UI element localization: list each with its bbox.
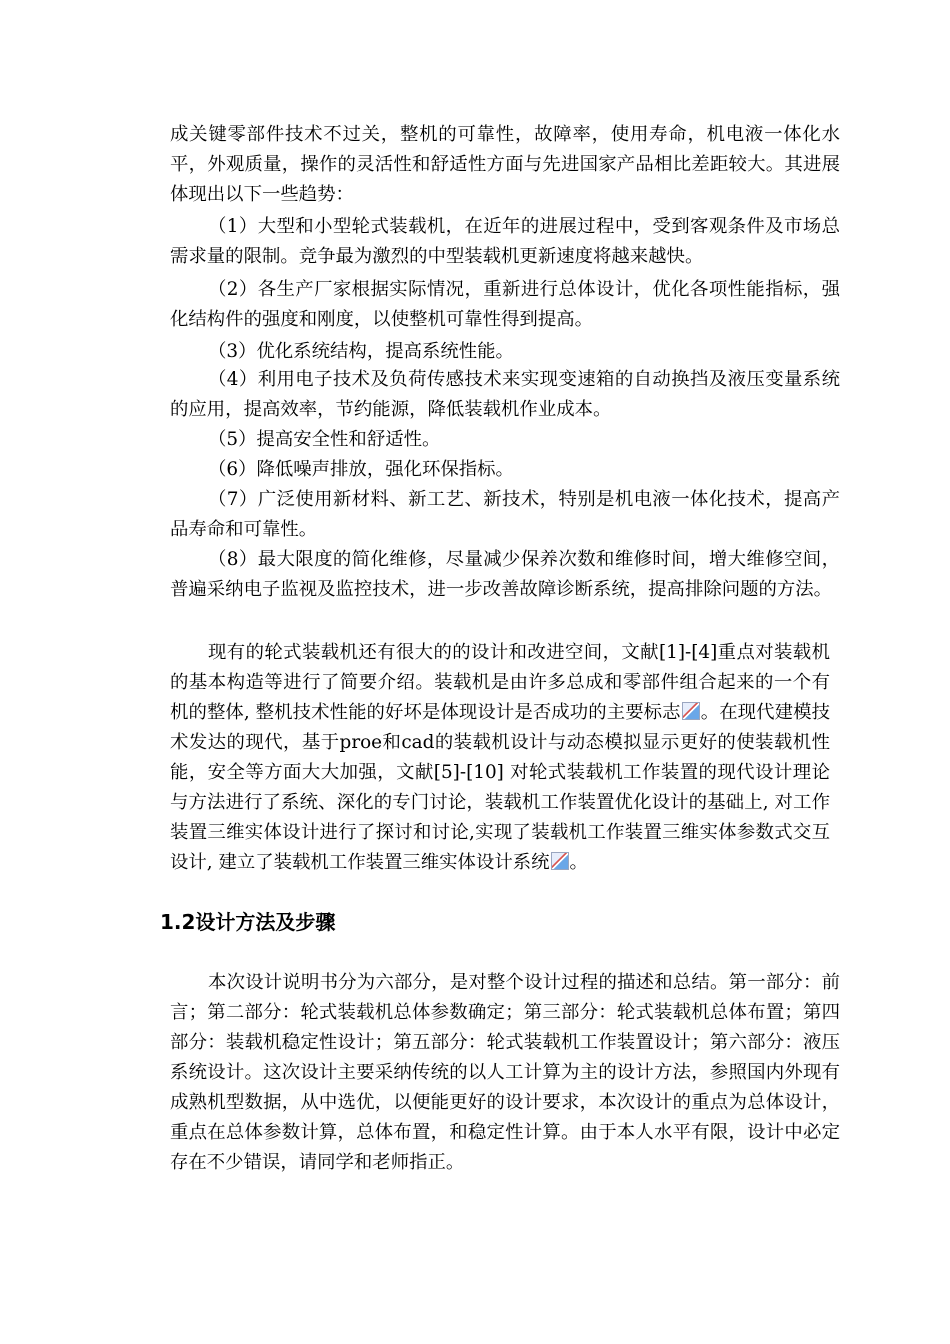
trend-item-5: （5）提高安全性和舒适性。 [208,429,441,450]
intro-paragraph: 成关键零部件技术不过关，整机的可靠性，故障率，使用寿命，机电液一体化水平，外观质量，操作的灵活性和舒适性方面与先进国家产品相比差距较大。其进展体现出以下一些趋势： [170,124,840,205]
trend-item-1: （1）大型和小型轮式装载机，在近年的进展过程中，受到客观条件及市场总需求量的限制。竞争最为激烈的中型装载机更新速度将越来越快。 [170,216,840,267]
literature-text-part-2: 。在现代建模技术发达的现代，基于proe和cad的装载机设计与动态模拟显示更好的使装载机性能，安全等方面大大加强，文献[5]-[10] 对轮式装载机工作装置的现代设计理论与方法进行了系统、深化的专门讨论，装载机工作装置优化设计的基础上, 对工作装置三维实体设计进行了探讨和讨论,实现了装载机工作装置三维实体参数式交互设计, 建立了装载机工作装置三维实体设计系统 [170,702,830,873]
trend-item-6: （6）降低噪声排放，强化环保指标。 [208,459,514,480]
trend-item-7: （7）广泛使用新材料、新工艺、新技术，特别是机电液一体化技术，提高产品寿命和可靠性。 [170,489,840,540]
literature-paragraph [170,638,830,878]
trend-item-8: （8）最大限度的简化维修，尽量减少保养次数和维修时间，增大维修空间，普遍采纳电子监视及监控技术，进一步改善故障诊断系统，提高排除问题的方法。 [170,549,840,600]
literature-text-part-3: 。 [569,852,588,873]
literature-text-part-1: 现有的轮式装载机还有很大的的设计和改进空间，文献[1]-[4]重点对装载机的基本构造等进行了简要介绍。装载机是由许多总成和零部件组合起来的一个有机的整体, 整机技术性能的好坏是体现设计是否成功的主要标志 [170,642,830,723]
trend-item-3: （3）优化系统结构，提高系统性能。 [208,341,514,362]
broken-image-icon [551,852,569,870]
section-heading: 1.2设计方法及步骤 [160,910,336,934]
trend-item-4: （4）利用电子技术及负荷传感技术来实现变速箱的自动换挡及液压变量系统的应用，提高效率，节约能源，降低装载机作业成本。 [170,369,840,420]
trend-item-2: （2）各生产厂家根据实际情况，重新进行总体设计，优化各项性能指标，强化结构件的强度和刚度，以使整机可靠性得到提高。 [170,279,840,330]
broken-image-icon [682,702,700,720]
method-paragraph: 本次设计说明书分为六部分，是对整个设计过程的描述和总结。第一部分：前言；第二部分：轮式装载机总体参数确定；第三部分：轮式装载机总体布置；第四部分：装载机稳定性设计；第五部分：轮式装载机工作装置设计；第六部分：液压系统设计。这次设计主要采纳传统的以人工计算为主的设计方法，参照国内外现有成熟机型数据，从中选优，以便能更好的设计要求，本次设计的重点为总体设计，重点在总体参数计算，总体布置，和稳定性计算。由于本人水平有限，设计中必定存在不少错误，请同学和老师指正。 [170,972,840,1173]
